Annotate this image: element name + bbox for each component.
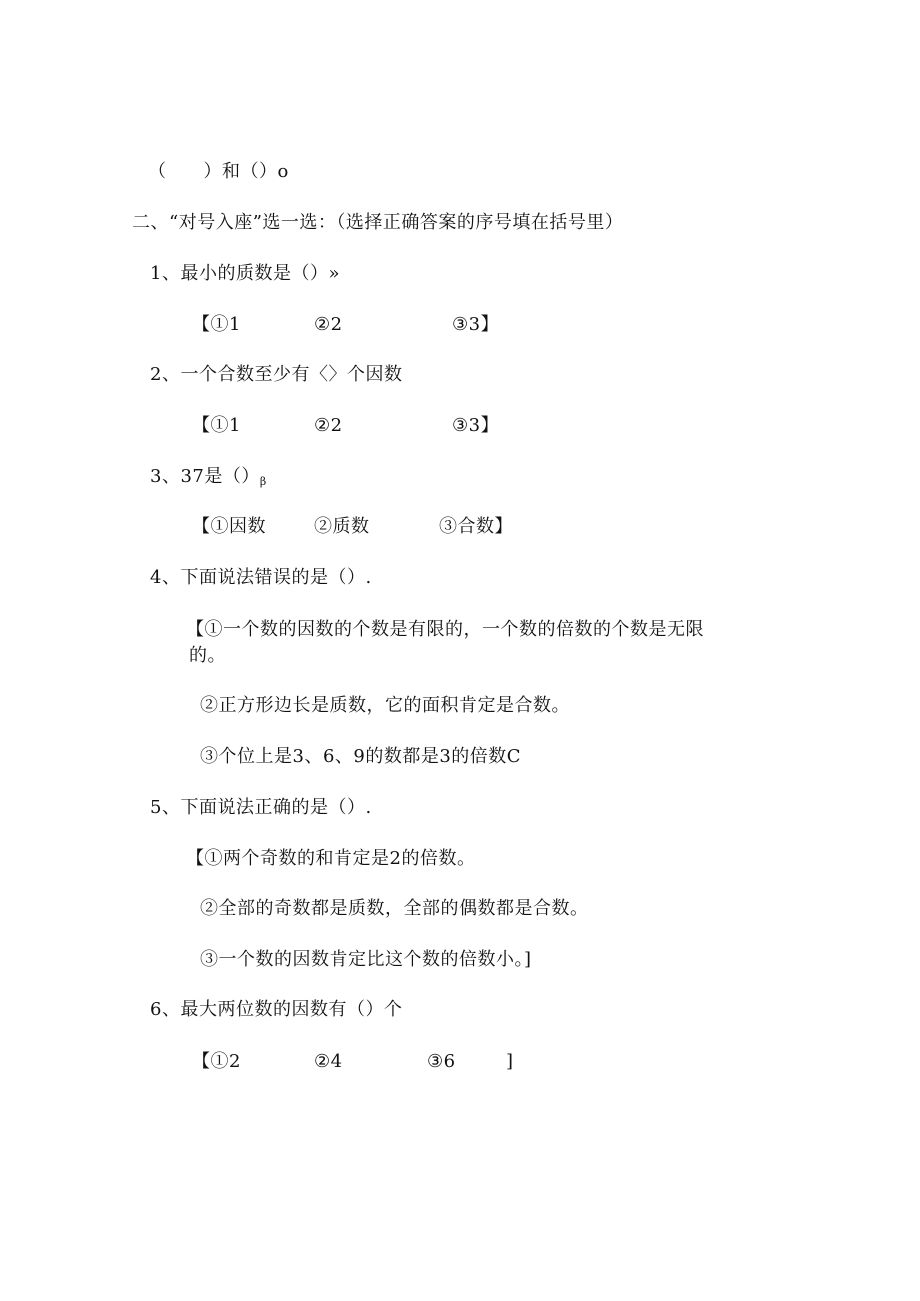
question-3-option-2: ②质数: [314, 516, 370, 537]
question-6-stem: 6、最大两位数的因数有（）个: [150, 999, 403, 1020]
question-6-option-3: ③6: [427, 1051, 456, 1072]
question-1-option-2: ②2: [314, 314, 343, 335]
question-4-stem: 4、下面说法错误的是（）.: [150, 567, 372, 588]
question-2-option-1: 【①1: [192, 415, 241, 436]
question-1-option-3: ③3】: [452, 314, 500, 335]
question-3-option-1: 【①因数: [192, 516, 266, 537]
fragment-line: （ ）和（）o: [148, 161, 289, 182]
question-1-option-1: 【①1: [192, 314, 241, 335]
question-6-closing-bracket: ]: [506, 1051, 514, 1072]
question-2-stem: 2、一个合数至少有〈〉个因数: [150, 364, 403, 385]
question-3-stem: [150, 465, 266, 494]
question-6-option-1: 【①2: [192, 1051, 241, 1072]
question-4-option-line-2: 的。: [189, 645, 226, 666]
question-3-stem-text: 3、37是（）: [150, 466, 260, 487]
question-5-option-line-3: ③一个数的因数肯定比这个数的倍数小。]: [200, 949, 532, 970]
question-2-option-3: ③3】: [452, 415, 500, 436]
question-3-option-3: ③合数】: [439, 516, 513, 537]
question-4-option-line-1: 【①一个数的因数的个数是有限的，一个数的倍数的个数是无限: [186, 619, 704, 640]
question-6-option-2: ②4: [314, 1051, 343, 1072]
section-heading: 二、“对号入座”选一选：（选择正确答案的序号填在括号里）: [132, 212, 624, 233]
question-5-option-line-1: 【①两个奇数的和肯定是2的倍数。: [186, 848, 476, 869]
question-1-stem: 1、最小的质数是（）»: [150, 263, 340, 284]
question-4-option-line-3: ②正方形边长是质数，它的面积肯定是合数。: [200, 695, 570, 716]
question-2-option-2: ②2: [314, 415, 343, 436]
question-5-option-line-2: ②全部的奇数都是质数，全部的偶数都是合数。: [200, 898, 589, 919]
question-3-stem-mark: β: [259, 475, 267, 488]
question-4-option-line-4: ③个位上是3、6、9的数都是3的倍数C: [200, 746, 522, 767]
question-5-stem: 5、下面说法正确的是（）.: [150, 797, 372, 818]
